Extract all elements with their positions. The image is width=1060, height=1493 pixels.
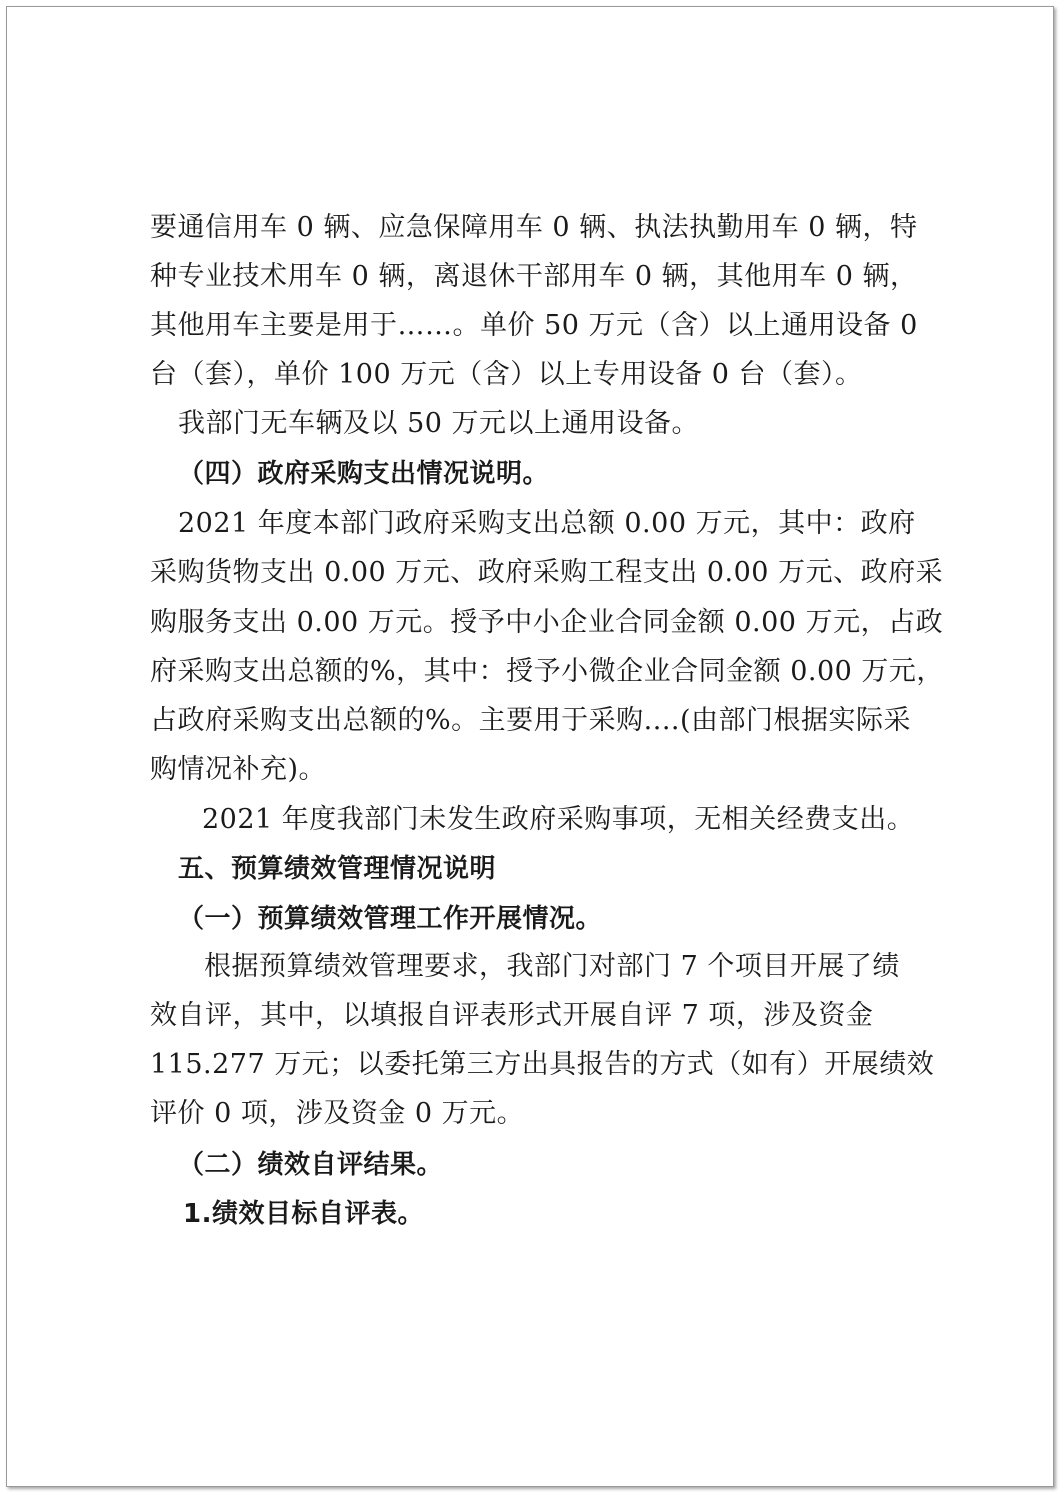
text-line: 2021 年度本部门政府采购支出总额 0.00 万元，其中：政府 [178, 508, 916, 539]
text-line: 占政府采购支出总额的%。主要用于采购....(由部门根据实际采 [150, 705, 912, 736]
section-heading: （一）预算绩效管理工作开展情况。 [178, 904, 603, 934]
text-line: 采购货物支出 0.00 万元、政府采购工程支出 0.00 万元、政府采 [150, 557, 944, 588]
text-line: 购服务支出 0.00 万元。授予中小企业合同金额 0.00 万元，占政 [150, 607, 944, 638]
text-line: 购情况补充)。 [150, 754, 327, 785]
text-line: 其他用车主要是用于……。单价 50 万元（含）以上通用设备 0 [150, 310, 918, 341]
section-heading: （二）绩效自评结果。 [178, 1150, 444, 1180]
text-line: 种专业技术用车 0 辆，离退休干部用车 0 辆，其他用车 0 辆， [150, 261, 918, 292]
section-heading: 五、预算绩效管理情况说明 [178, 854, 497, 884]
text-line: 我部门无车辆及以 50 万元以上通用设备。 [178, 408, 700, 439]
text-line: 府采购支出总额的%，其中：授予小微企业合同金额 0.00 万元， [150, 656, 944, 687]
document-page [6, 6, 1054, 1487]
text-line: 115.277 万元；以委托第三方出具报告的方式（如有）开展绩效 [150, 1049, 935, 1080]
section-heading: 1.绩效目标自评表。 [183, 1199, 424, 1229]
text-line: 评价 0 项，涉及资金 0 万元。 [150, 1098, 525, 1129]
text-line: 效自评，其中，以填报自评表形式开展自评 7 项，涉及资金 [150, 1000, 874, 1031]
section-heading: （四）政府采购支出情况说明。 [178, 459, 550, 489]
text-line: 根据预算绩效管理要求，我部门对部门 7 个项目开展了绩 [204, 951, 900, 982]
text-line: 台（套），单价 100 万元（含）以上专用设备 0 台（套）。 [150, 359, 863, 390]
text-line: 2021 年度我部门未发生政府采购事项，无相关经费支出。 [202, 804, 915, 835]
text-line: 要通信用车 0 辆、应急保障用车 0 辆、执法执勤用车 0 辆，特 [150, 212, 918, 243]
